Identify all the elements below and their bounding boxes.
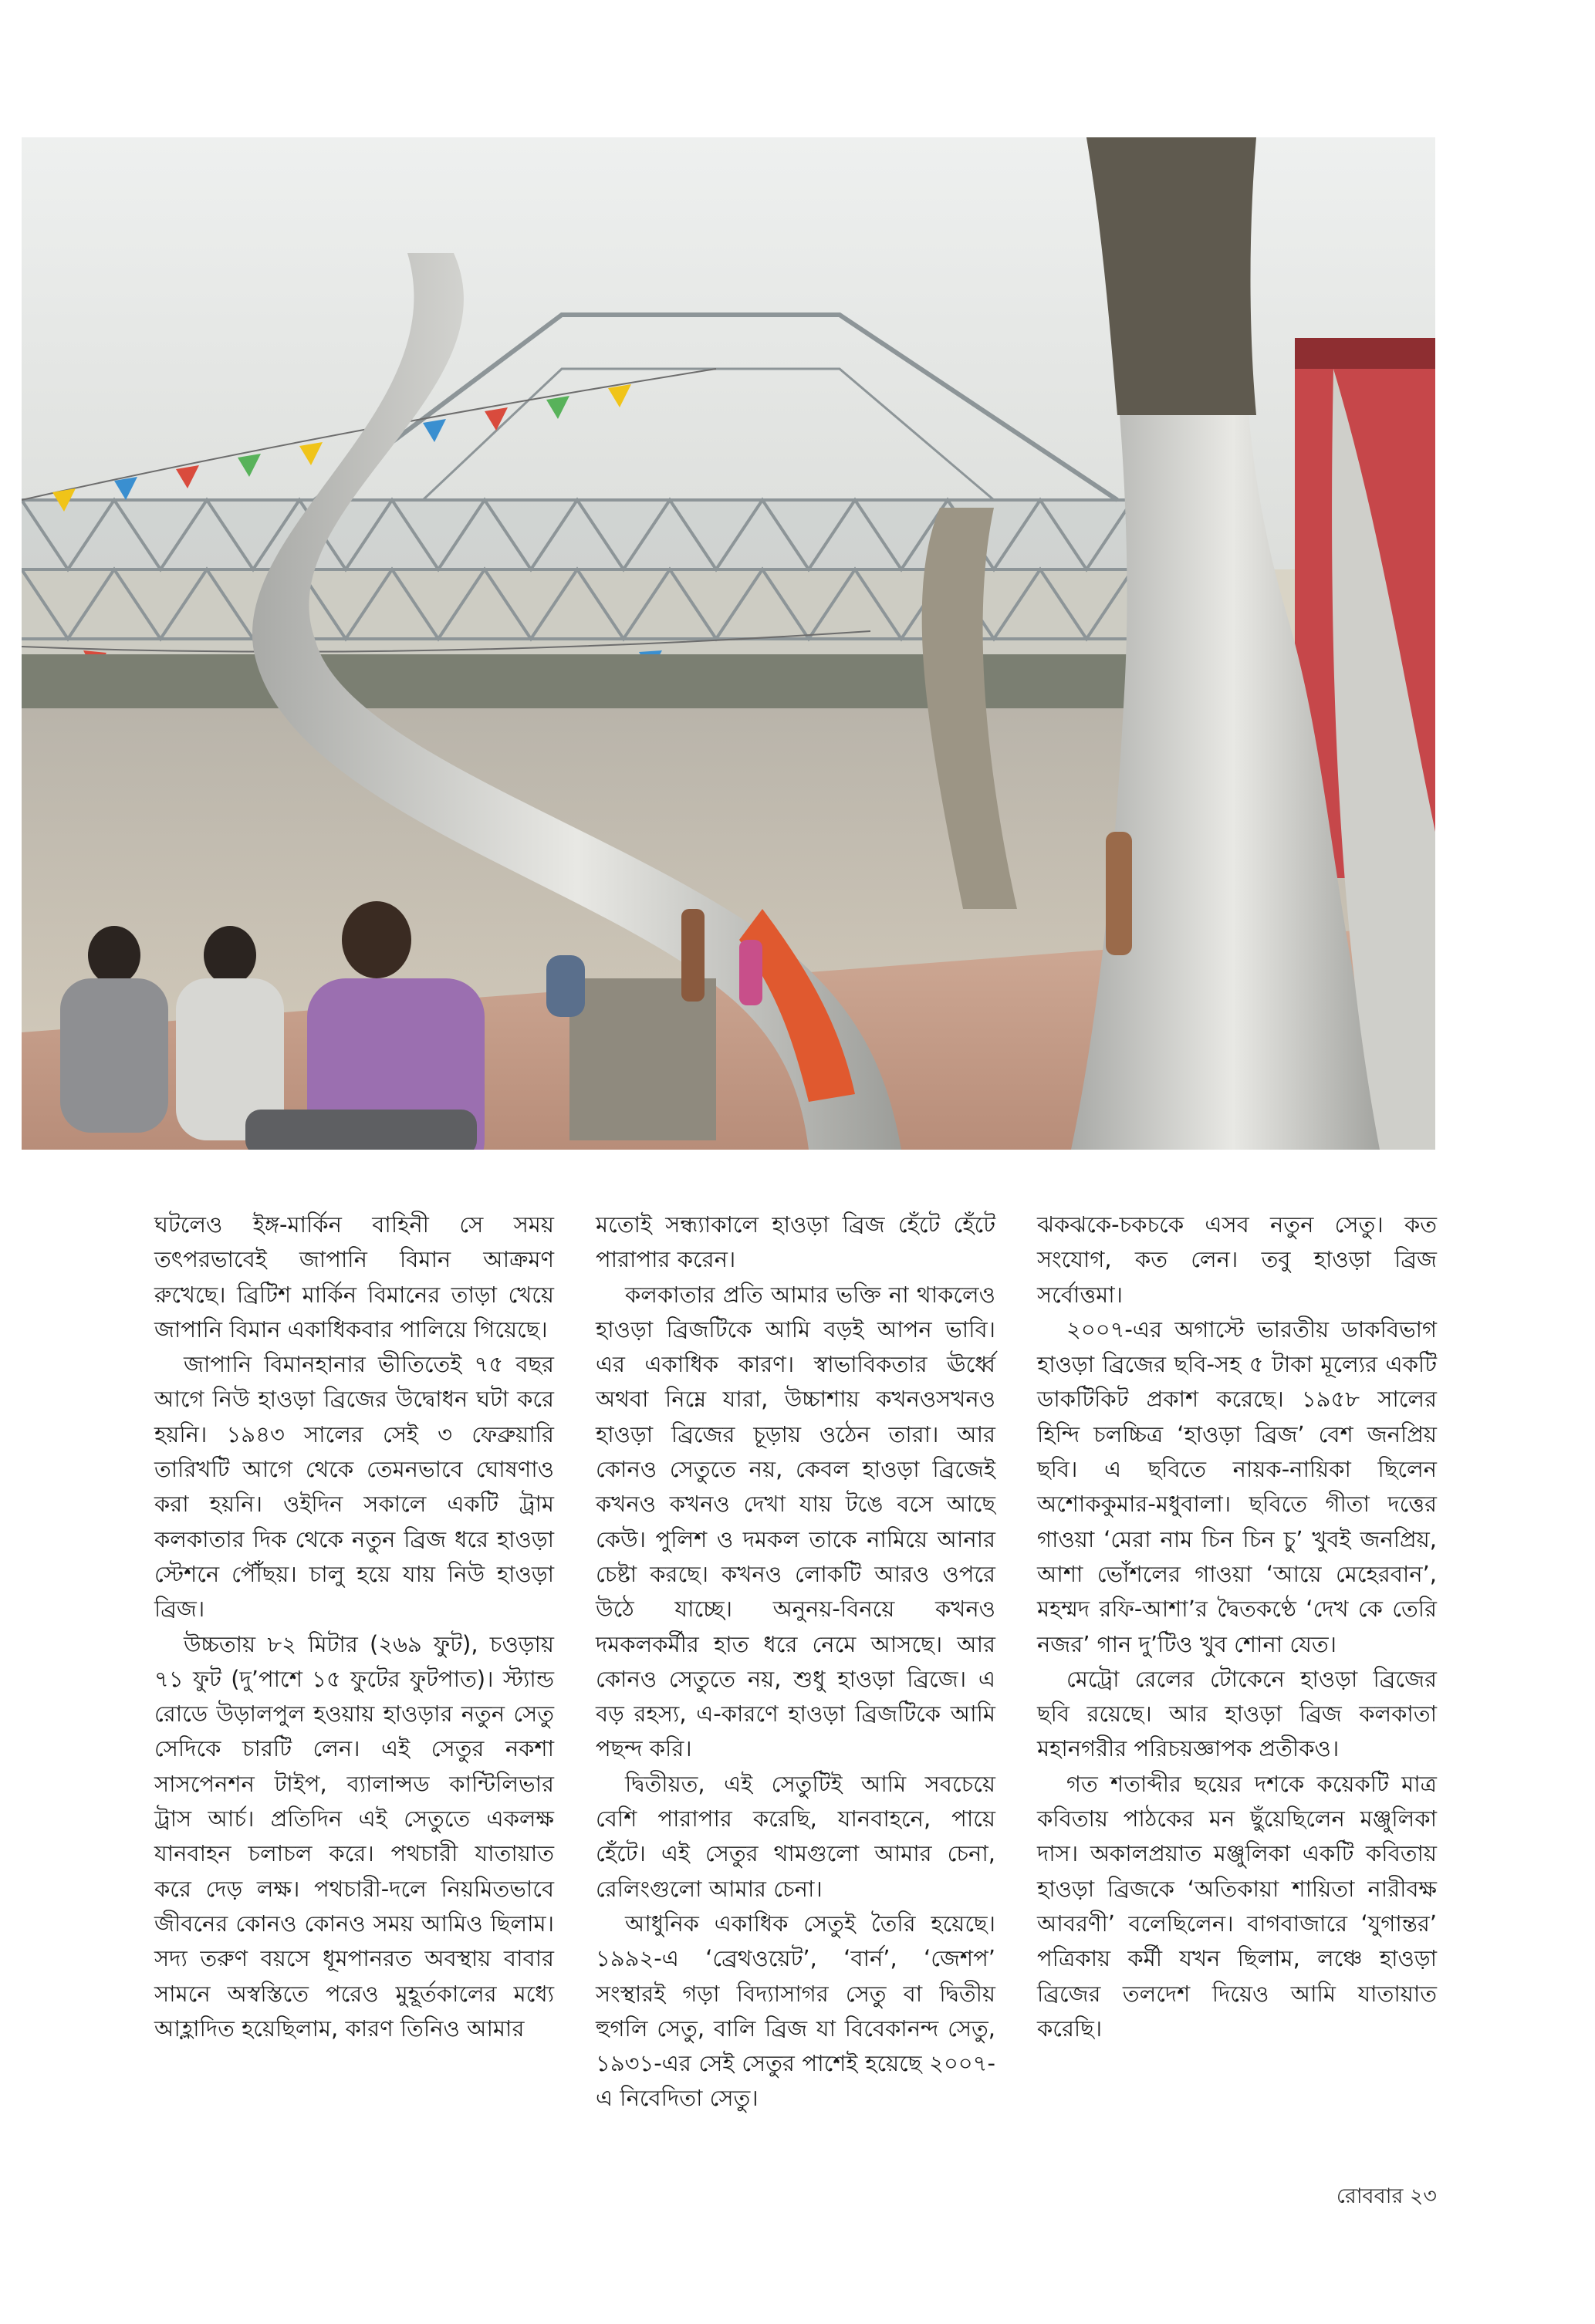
paragraph: মতোই সন্ধ্যাকালে হাওড়া ব্রিজ হেঁটে হেঁটে পারাপার করেন। [596,1211,995,1273]
paragraph: দ্বিতীয়ত, এই সেতুটিই আমি সবচেয়ে বেশি পারাপার করেছি, যানবাহনে, পায়ে হেঁটে। এই সেতুর থামগুলো আমার চেনা, রেলিংগুলো আমার চেনা। [596,1770,995,1902]
paragraph: মেট্রো রেলের টোকেনে হাওড়া ব্রিজের ছবি রয়েছে। আর হাওড়া ব্রিজ কলকাতা মহানগরীর পরিচয়জ্ঞাপক প্রতীকও। [1037,1665,1437,1762]
page-footer: রোববার ২৩ [1336,2184,1437,2208]
paragraph: কলকাতার প্রতি আমার ভক্তি না থাকলেও হাওড়া ব্রিজটিকে আমি বড়ই আপন ভাবি। এর একাধিক কারণ। স্বাভাবিকতার ঊর্ধ্বে অথবা নিম্নে যারা, উচ্চাশায় কখনওসখনও হাওড়া ব্রিজের চূড়ায় ওঠেন তারা। আর কোনও সেতুতে নয়, কেবল হাওড়া ব্রিজেই কখনও কখনও দেখা যায় টঙে বসে আছে কেউ। পুলিশ ও দমকল তাকে নামিয়ে আনার চেষ্টা করছে। কখনও লোকটি আরও ওপরে উঠে যাচ্ছে। অনুনয়-বিনয়ে কখনও দমকলকর্মীর হাত ধরে নেমে আসছে। আর কোনও সেতুতে নয়, শুধু হাওড়া ব্রিজে। এ বড় রহস্য, এ-কারণে হাওড়া ব্রিজটিকে আমি পছন্দ করি। [596,1281,995,1762]
howrah-bridge-riverbank-photo-icon [22,137,1435,1150]
paragraph: গত শতাব্দীর ছয়ের দশকে কয়েকটি মাত্র কবিতায় পাঠকের মন ছুঁয়েছিলেন মঞ্জুলিকা দাস। অকালপ্রয়াত মঞ্জুলিকা একটি কবিতায় হাওড়া ব্রিজকে ‘অতিকায়া শায়িতা নারীবক্ষ আবরণী’ বলেছিলেন। বাগবাজারে ‘যুগান্তর’ পত্রিকায় কর্মী যখন ছিলাম, লঞ্চে হাওড়া ব্রিজের তলদেশ দিয়েও আমি যাতায়াত করেছি। [1037,1770,1437,2042]
paragraph: জাপানি বিমানহানার ভীতিতেই ৭৫ বছর আগে নিউ হাওড়া ব্রিজের উদ্বোধন ঘটা করে হয়নি। ১৯৪৩ সালের সেই ৩ ফেব্রুয়ারি তারিখটি আগে থেকে তেমনভাবে ঘোষণাও করা হয়নি। ওইদিন সকালে একটি ট্রাম কলকাতার দিক থেকে নতুন ব্রিজ ধরে হাওড়া স্টেশনে পৌঁছয়। চালু হয়ে যায় নিউ হাওড়া ব্রিজ। [154,1351,554,1623]
paragraph: ঘটলেও ইঙ্গ-মার্কিন বাহিনী সে সময় তৎপরভাবেই জাপানি বিমান আক্রমণ রুখেছে। ব্রিটিশ মার্কিন বিমানের তাড়া খেয়ে জাপানি বিমান একাধিকবার পালিয়ে গিয়েছে। [154,1211,554,1343]
stone-block [569,978,716,1140]
article-body [154,1208,1437,2157]
article-column-3 [1037,1208,1437,2157]
article-column-2 [596,1208,995,2157]
paragraph: ২০০৭-এর অগাস্টে ভারতীয় ডাকবিভাগ হাওড়া ব্রিজের ছবি-সহ ৫ টাকা মূল্যের একটি ডাকটিকিট প্রকাশ করেছে। ১৯৫৮ সালের হিন্দি চলচ্চিত্র ‘হাওড়া ব্রিজ’ বেশ জনপ্রিয় ছবি। এ ছবিতে নায়ক-নায়িকা ছিলেন অশোককুমার-মধুবালা। ছবিতে গীতা দত্তের গাওয়া ‘মেরা নাম চিন চিন চু’ খুবই জনপ্রিয়, আশা ভোঁশলের গাওয়া ‘আয়ে মেহেরবান’, মহম্মদ রফি-আশা’র দ্বৈতকণ্ঠে ‘দেখ কে তেরি নজর’ গান দু’টিও খুব শোনা যেত। [1037,1316,1437,1657]
paragraph: আধুনিক একাধিক সেতুই তৈরি হয়েছে। ১৯৯২-এ ‘ব্রেথওয়েট’, ‘বার্ন’, ‘জেশপ’ সংস্থারই গড়া বিদ্যাসাগর সেতু বা দ্বিতীয় হুগলি সেতু, বালি ব্রিজ যা বিবেকানন্দ সেতু, ১৯৩১-এর সেই সেতুর পাশেই হয়েছে ২০০৭-এ নিবেদিতা সেতু। [596,1910,995,2112]
paragraph: ঝকঝকে-চকচকে এসব নতুন সেতু। কত সংযোগ, কত লেন। তবু হাওড়া ব্রিজ সর্বোত্তমা। [1037,1211,1437,1308]
article-photo [22,137,1435,1150]
paragraph: উচ্চতায় ৮২ মিটার (২৬৯ ফুট), চওড়ায় ৭১ ফুট (দু’পাশে ১৫ ফুটের ফুটপাত)। স্ট্যান্ড রোডে উড়ালপুল হওয়ায় হাওড়ার নতুন সেতু সেদিকে চারটি লেন। এই সেতুর নকশা সাসপেনশন টাইপ, ব্যালান্সড কান্টিলিভার ট্রাস আর্চ। প্রতিদিন এই সেতুতে একলক্ষ যানবাহন চলাচল করে। পথচারী যাতায়াত করে দেড় লক্ষ। পথচারী-দলে নিয়মিতভাবে জীবনের কোনও কোনও সময় আমিও ছিলাম। সদ্য তরুণ বয়সে ধূমপানরত অবস্থায় বাবার সামনে অস্বস্তিতে পরেও মুহূর্তকালের মধ্যে আহ্লাদিত হয়েছিলাম, কারণ তিনিও আমার [154,1630,554,2042]
article-column-1 [154,1208,554,2157]
